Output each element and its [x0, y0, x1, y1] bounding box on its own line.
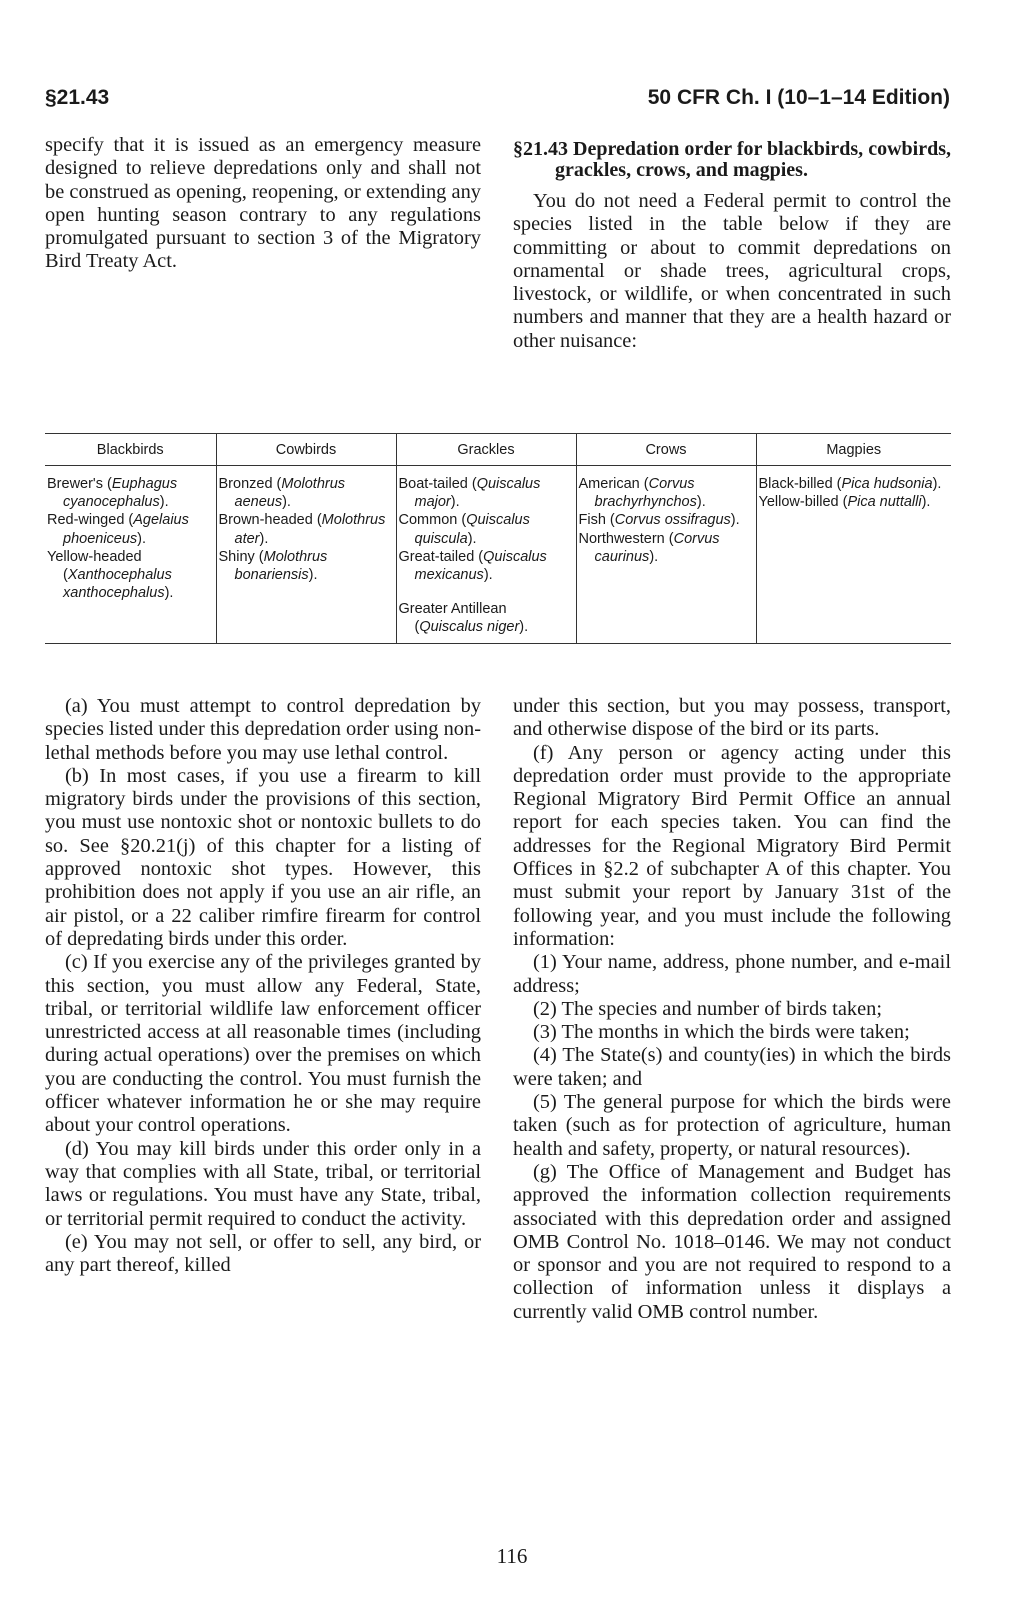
col-header-blackbirds: Blackbirds	[45, 434, 216, 466]
paragraph-f5: (5) The general purpose for which the birds were taken (such as for protection of agriculture, human health and safety, property, or natural resources).	[513, 1091, 951, 1160]
species-entry: Northwestern (Corvus caurinus).	[578, 530, 720, 565]
table-header-row	[45, 434, 951, 466]
section-heading: §21.43 Depredation order for blackbirds, cowbirds, grackles, crows, and magpies.	[513, 138, 951, 181]
species-entry: Shiny (Molothrus bonariensis).	[218, 548, 328, 584]
species-entry: Yellow-headed (Xanthocephalus xanthocephalus).	[47, 548, 174, 602]
cowbirds-cell	[216, 466, 396, 644]
blackbirds-cell	[45, 466, 216, 644]
magpies-cell	[756, 466, 951, 644]
col-header-grackles: Grackles	[396, 434, 576, 466]
table-row	[45, 466, 951, 644]
running-head-edition: 50 CFR Ch. I (10–1–14 Edition)	[647, 86, 950, 109]
bottom-right-column	[513, 695, 951, 1324]
species-entry: Great-tailed (Quiscalus mexicanus).	[398, 548, 547, 584]
bottom-left-column	[45, 695, 481, 1277]
intro-paragraph: You do not need a Federal permit to control the species listed in the table below if they are committing or about to commit depredations on ornamental or shade trees, agricultural crops, livestock, or wildlife, or when concentrated in such numbers and manner that they are a health hazard or other nuisance:	[513, 190, 951, 352]
species-entry: Fish (Corvus ossifragus).	[578, 512, 740, 529]
species-entry: Red-winged (Agelaius phoeniceus).	[47, 512, 189, 547]
paragraph-g: (g) The Office of Management and Budget has approved the information collection requirements associated with this depredation order and assigned OMB Control No. 1018–0146. We may not conduct or sponsor and you are not required to respond to a collection of information unless it displays a currently valid OMB control number.	[513, 1160, 951, 1323]
paragraph-d: (d) You may kill birds under this order only in a way that complies with all State, tribal, or territorial laws or regulations. You must have any State, tribal, or territorial permit required to conduct the activity.	[45, 1137, 481, 1230]
species-entry: Greater Antillean (Quiscalus niger).	[398, 601, 529, 636]
top-left-column	[45, 134, 481, 274]
paragraph-a: (a) You must attempt to control depredation by species listed under this depredation order using non-lethal methods before you may use lethal control.	[45, 695, 481, 764]
species-entry: Bronzed (Molothrus aeneus).	[218, 476, 346, 511]
paragraph-f4: (4) The State(s) and county(ies) in which the birds were taken; and	[513, 1044, 951, 1090]
species-entry: Brewer's (Euphagus cyanocephalus).	[47, 476, 178, 511]
paragraph-f2: (2) The species and number of birds taken;	[533, 997, 882, 1020]
col-header-crows: Crows	[576, 434, 756, 466]
grackles-cell	[396, 466, 576, 644]
running-head-section: §21.43	[45, 86, 110, 109]
paragraph-f1: (1) Your name, address, phone number, and e-mail address;	[513, 951, 951, 997]
species-entry: Boat-tailed (Quiscalus major).	[398, 476, 541, 511]
paragraph-f3: (3) The months in which the birds were taken;	[533, 1021, 910, 1044]
top-right-column	[513, 139, 951, 353]
species-entry: Common (Quiscalus quiscula).	[398, 512, 530, 547]
species-entry: Brown-headed (Molothrus ater).	[218, 512, 386, 547]
paragraph-e-continued: under this section, but you may possess, transport, and otherwise dispose of the bird or its parts.	[513, 695, 951, 741]
species-entry: Yellow-billed (Pica nuttalli).	[758, 494, 931, 511]
continued-paragraph: specify that it is issued as an emergency measure designed to relieve depredations only and shall not be construed as opening, reopening, or extending any open hunting season contrary to any regulations promulgated pursuant to section 3 of the Migratory Bird Treaty Act.	[45, 134, 481, 273]
col-header-magpies: Magpies	[756, 434, 951, 466]
species-table	[45, 433, 951, 644]
page-number: 116	[496, 1544, 528, 1568]
paragraph-f: (f) Any person or agency acting under this depredation order must provide to the appropriate Regional Migratory Bird Permit Office an annual report for each species taken. You can find the addresses for the Regional Migratory Bird Permit Offices in §2.2 of subchapter A of this chapter. You must submit your report by January 31st of the following year, and you must include the following information:	[513, 741, 951, 950]
col-header-cowbirds: Cowbirds	[216, 434, 396, 466]
species-entry: American (Corvus brachyrhynchos).	[578, 476, 706, 511]
paragraph-e: (e) You may not sell, or offer to sell, any bird, or any part thereof, killed	[45, 1230, 481, 1277]
paragraph-b: (b) In most cases, if you use a firearm to kill migratory birds under the provisions of this section, you must use nontoxic shot or nontoxic bullets to do so. See §20.21(j) of this chapter for a listing of approved nontoxic shot types. However, this prohibition does not apply if you use an air rifle, an air pistol, or a 22 caliber rimfire firearm for control of depredating birds under this order.	[45, 764, 481, 950]
paragraph-c: (c) If you exercise any of the privileges granted by this section, you must allow any Federal, State, tribal, or territorial wildlife law enforcement officer unrestricted access at all reasonable times (including during actual operations) over the premises on which you are conducting the control. You must furnish the officer whatever information he or she may require about your control operations.	[45, 951, 481, 1137]
species-entry: Black-billed (Pica hudsonia).	[758, 476, 942, 492]
crows-cell	[576, 466, 756, 644]
